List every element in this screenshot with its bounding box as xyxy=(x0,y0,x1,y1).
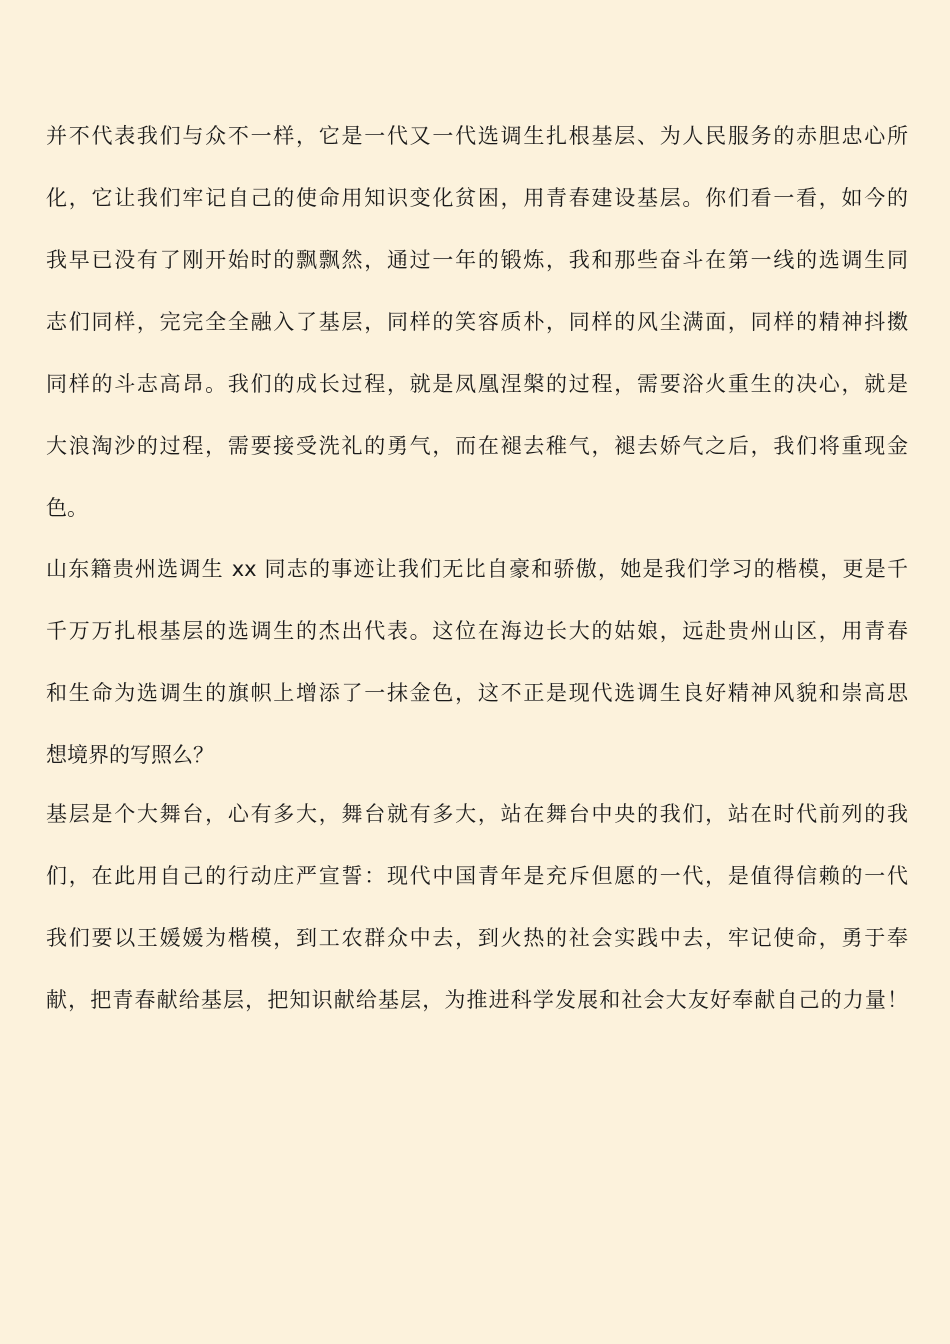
paragraph-line: 化，它让我们牢记自己的使命用知识变化贫困，用青春建设基层。你们看一看，如今的 xyxy=(46,186,908,210)
paragraph-line: 大浪淘沙的过程，需要接受洗礼的勇气，而在褪去稚气，褪去娇气之后，我们将重现金 xyxy=(46,434,908,458)
paragraph-line: 想境界的写照么？ xyxy=(46,743,214,767)
paragraph-line: 同样的斗志高昂。我们的成长过程，就是凤凰涅槃的过程，需要浴火重生的决心，就是 xyxy=(46,372,908,396)
paragraph-line: 志们同样，完完全全融入了基层，同样的笑容质朴，同样的风尘满面，同样的精神抖擞 xyxy=(46,310,908,334)
paragraph-line: 千万万扎根基层的选调生的杰出代表。这位在海边长大的姑娘，远赴贵州山区，用青春 xyxy=(46,619,908,643)
paragraph-line: 色。 xyxy=(46,496,88,520)
paragraph-line: 献，把青春献给基层，把知识献给基层，为推进科学发展和社会大友好奉献自己的力量！ xyxy=(46,988,908,1012)
paragraph-line: 并不代表我们与众不一样，它是一代又一代选调生扎根基层、为人民服务的赤胆忠心所 xyxy=(46,124,908,148)
paragraph-line: 们，在此用自己的行动庄严宣誓：现代中国青年是充斥但愿的一代，是值得信赖的一代 xyxy=(46,864,908,888)
paragraph-line: 和生命为选调生的旗帜上增添了一抹金色，这不正是现代选调生良好精神风貌和崇高思 xyxy=(46,681,908,705)
paragraph-line: 我们要以王媛媛为楷模，到工农群众中去，到火热的社会实践中去，牢记使命，勇于奉 xyxy=(46,926,908,950)
paragraph-3 xyxy=(46,799,908,1016)
paragraph-line: 我早已没有了刚开始时的飘飘然，通过一年的锻炼，我和那些奋斗在第一线的选调生同 xyxy=(46,248,908,272)
paragraph-1 xyxy=(46,121,908,524)
paragraph-line: 基层是个大舞台，心有多大，舞台就有多大，站在舞台中央的我们，站在时代前列的我 xyxy=(46,802,908,826)
paragraph-2 xyxy=(46,554,908,771)
paragraph-line: 山东籍贵州选调生 xx 同志的事迹让我们无比自豪和骄傲，她是我们学习的楷模，更是千 xyxy=(46,557,908,581)
